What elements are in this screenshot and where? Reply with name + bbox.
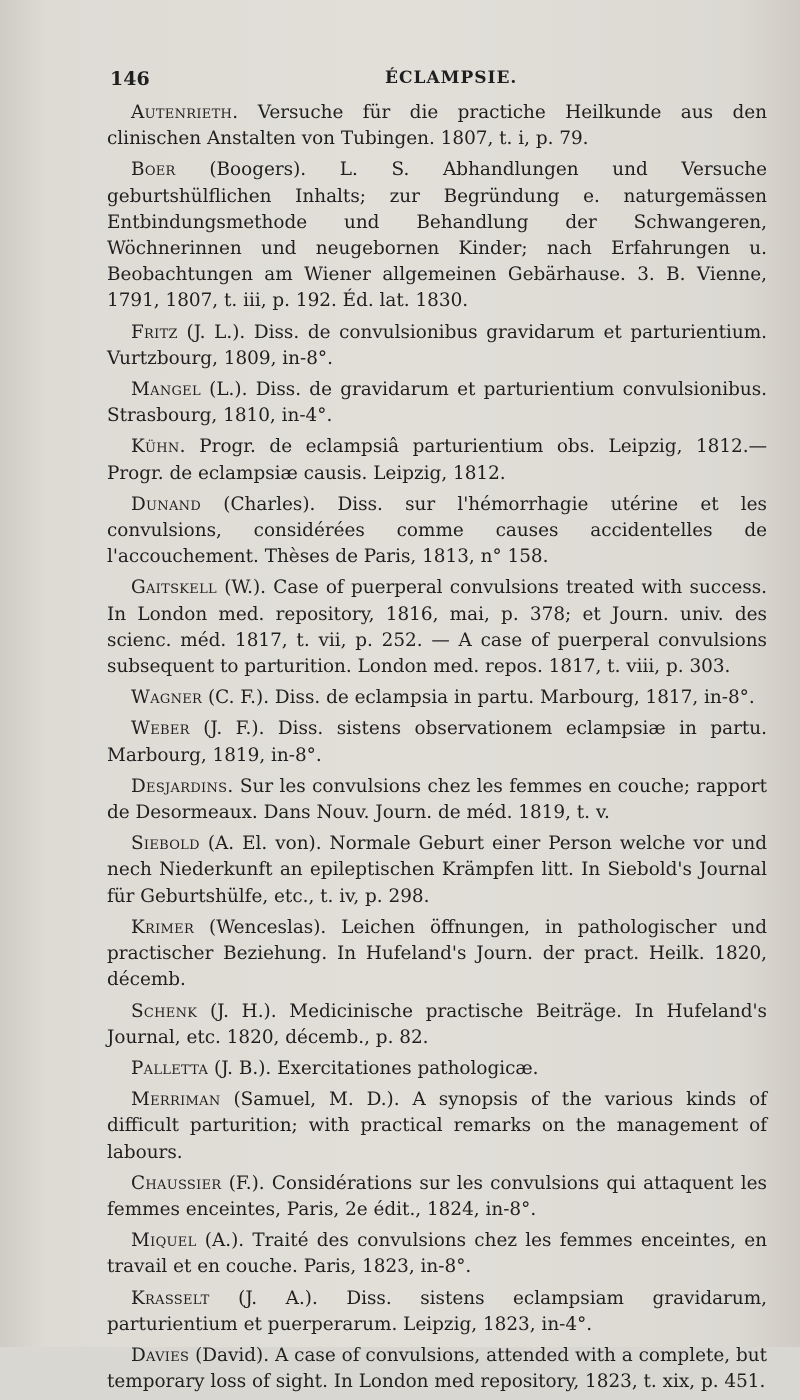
bibliography-entry [107,575,767,680]
bibliography-entry [107,1343,767,1395]
entry-text: (A.). Traité des convulsions chez les femmes enceintes, en travail et en couche. Paris, 1823, in-8°. [107,1230,767,1278]
entry-text: Versuche für die practiche Heilkunde aus den clinischen Anstalten von Tubingen. 1807, t. i, p. 79. [107,102,767,150]
bibliography-entry [107,1171,767,1223]
entry-text: (C. F.). Diss. de eclampsia in partu. Marbourg, 1817, in-8°. [208,687,755,709]
entry-text: Progr. de eclampsiâ parturientium obs. Leipzig, 1812.— Progr. de eclampsiæ causis. Leipzig, 1812. [107,436,767,484]
entry-author: Palletta [131,1057,209,1079]
entry-author: Mangel [131,379,201,401]
bibliography-entry [107,685,767,711]
bibliography-entry [107,492,767,571]
entry-author: Kühn. [131,436,186,458]
bibliography-entry [107,320,767,372]
page-header [110,68,770,96]
entry-author: Krimer [131,916,195,938]
entry-author: Krasselt [131,1287,210,1309]
entry-text: (Wenceslas). Leichen öffnungen, in pathologischer und practischer Beziehung. In Hufeland's Journ. der pract. Heilk. 1820, décemb. [107,916,767,991]
entry-text: (W.). Case of puerperal convulsions treated with success. In London med. repository, 1816, mai, p. 378; et Journ. univ. des scienc. méd. 1817, t. vii, p. 252. — A case of puerperal convulsions subsequent to parturition. London med. repos. 1817, t. viii, p. 303. [107,577,767,678]
running-title: ÉCLAMPSIE. [385,68,518,88]
bibliography-entry [107,434,767,486]
entry-author: Wagner [131,687,203,709]
bibliography-entry [107,774,767,826]
bibliography-entry [107,1286,767,1338]
entry-author: Autenrieth. [131,102,239,123]
entry-text: (Boogers). L. S. Abhandlungen und Versuche geburtshülflichen Inhalts; zur Begründung e. naturgemässen Entbindungsmethode und Behandlung der Schwangeren, Wöchnerinnen und neugebornen Kinder; nach Erfahrungen u. Beobachtungen am Wiener allgemeinen Gebärhause. 3. B. Vienne, 1791, 1807, t. iii, p. 192. Éd. lat. 1830. [107,159,767,312]
entry-author: Merriman [131,1089,221,1111]
entry-author: Davies [131,1344,190,1366]
entry-text: (J. B.). Exercitationes pathologicæ. [214,1057,539,1079]
entry-text: (F.). Considérations sur les convulsions qui attaquent les femmes enceintes, Paris, 2e édit., 1824, in-8°. [107,1172,767,1220]
entry-author: Boer [131,159,176,181]
bibliography-entry [107,100,767,152]
entry-author: Desjardins. [131,775,234,797]
entry-text: (Samuel, M. D.). A synopsis of the various kinds of difficult parturition; with practical remarks on the management of labours. [107,1089,767,1163]
entry-author: Dunand [131,493,202,515]
entry-text: (Charles). Diss. sur l'hémorrhagie utérine et les convulsions, considérées comme causes accidentelles de l'accouchement. Thèses de Paris, 1813, n° 158. [107,493,767,568]
bibliography-entry [107,716,767,768]
entry-text: (J. L.). Diss. de convulsionibus gravidarum et parturientium. Vurtzbourg, 1809, in-8°. [107,321,767,369]
entry-author: Gaitskell [131,577,217,599]
bibliography-entry [107,377,767,429]
bibliography-entry [107,1228,767,1280]
page-number: 146 [110,68,150,90]
entry-text: (A. El. von). Normale Geburt einer Person welche vor und nech Niederkunft an epileptischen Krämpfen litt. In Siebold's Journal für Geburtshülfe, etc., t. iv, p. 298. [107,833,767,907]
entry-author: Schenk [131,1000,198,1022]
bibliography-entry [107,157,767,314]
bibliography-entry [107,915,767,994]
bibliography-entry [107,831,767,910]
entry-author: Chaussier [131,1172,222,1194]
bibliography-list [107,100,767,1400]
bibliography-entry [107,999,767,1051]
entry-author: Fritz [131,321,178,343]
entry-text: (J. F.). Diss. sistens observationem eclampsiæ in partu. Marbourg, 1819, in-8°. [107,718,767,766]
entry-text: (J. H.). Medicinische practische Beiträge. In Hufeland's Journal, etc. 1820, décemb., p. 82. [107,1000,767,1048]
entry-author: Siebold [131,833,200,855]
entry-author: Weber [131,718,190,740]
entry-text: Sur les convulsions chez les femmes en couche; rapport de Desormeaux. Dans Nouv. Journ. de méd. 1819, t. v. [107,775,767,824]
entry-text: (J. A.). Diss. sistens eclampsiam gravidarum, parturientium et puerperarum. Leipzig, 1823, in-4°. [107,1287,767,1335]
bibliography-entry [107,1056,767,1082]
bibliography-entry [107,1087,767,1166]
entry-author: Miquel [131,1230,197,1252]
entry-text: (David). A case of convulsions, attended with a complete, but temporary loss of sight. In London med repository, 1823, t. xix, p. 451. [107,1344,767,1393]
entry-text: (L.). Diss. de gravidarum et parturientium convulsionibus. Strasbourg, 1810, in-4°. [107,379,767,427]
